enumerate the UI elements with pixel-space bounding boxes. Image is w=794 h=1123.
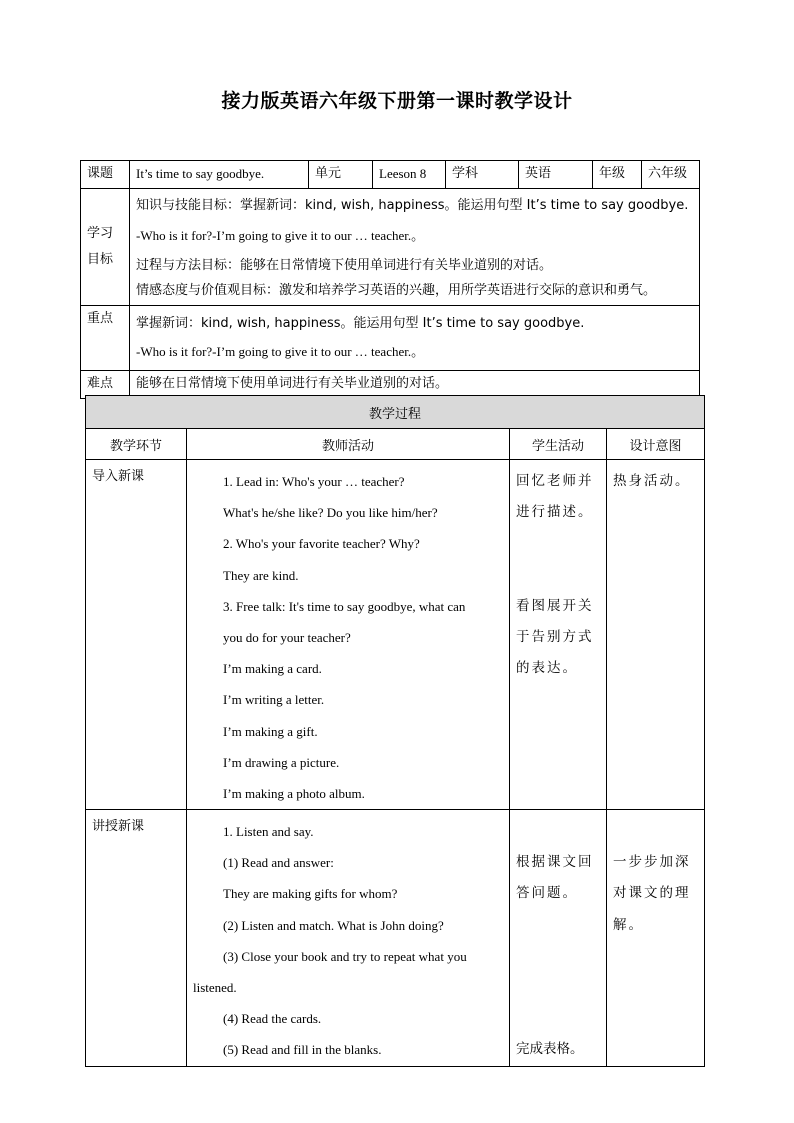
teacher-line: listened. xyxy=(193,980,237,995)
teacher-line: (4) Read the cards. xyxy=(223,1011,322,1027)
objectives-label xyxy=(81,189,130,306)
teacher-line: (5) Read and fill in the blanks. xyxy=(223,1042,382,1058)
intent-line: 对课文的理 xyxy=(613,885,691,902)
intent-line xyxy=(613,816,698,847)
objective-line: 过程与方法目标：能够在日常情境下使用单词进行有关毕业道别的对话。 xyxy=(136,258,553,273)
unit-label: 单元 xyxy=(309,161,373,189)
teacher-line: I’m writing a letter. xyxy=(223,692,325,708)
process-heading: 教学过程 xyxy=(86,396,705,429)
objective-line: 情感态度与价值观目标：激发和培养学习英语的兴趣，用所学英语进行交际的意识和勇气。 xyxy=(136,283,657,298)
intent-new-lesson xyxy=(607,810,705,1067)
objectives-label-line1: 学习 xyxy=(87,226,114,241)
teacher-line: 2. Who's your favorite teacher? Why? xyxy=(223,536,420,552)
topic-value: It’s time to say goodbye. xyxy=(130,161,309,189)
grade-label: 年级 xyxy=(593,161,642,189)
teacher-line: I’m making a photo album. xyxy=(223,785,365,801)
student-line: 完成表格。 xyxy=(516,1041,584,1058)
teacher-line: 1. Listen and say. xyxy=(223,824,314,840)
difficulty-label: 难点 xyxy=(81,371,130,399)
objective-line: 知识与技能目标：掌握新词：kind, wish, happiness。能运用句型 It’s time to say goodbye. xyxy=(136,198,689,213)
student-line: 根据课文回 xyxy=(516,854,594,871)
lesson-info-table xyxy=(80,160,700,399)
teacher-line: They are kind. xyxy=(223,567,299,583)
student-line xyxy=(516,528,600,559)
intent-intro xyxy=(607,460,705,810)
intent-line: 热身活动。 xyxy=(613,473,691,489)
keypoints-content xyxy=(130,306,700,371)
intent-line: 一步步加深 xyxy=(613,854,691,871)
student-line xyxy=(516,1003,600,1034)
student-activity-intro xyxy=(510,460,607,810)
teacher-line: What's he/she like? Do you like him/her? xyxy=(223,505,438,521)
student-line xyxy=(516,816,600,847)
student-line: 看图展开关 xyxy=(516,597,594,614)
col-stage-header: 教学环节 xyxy=(86,429,187,460)
col-student-header: 学生活动 xyxy=(510,429,607,460)
difficulty-content: 能够在日常情境下使用单词进行有关毕业道别的对话。 xyxy=(130,371,700,399)
document-title: 接力版英语六年级下册第一课时教学设计 xyxy=(221,90,573,112)
teacher-line: (3) Close your book and try to repeat what you xyxy=(223,948,467,964)
student-activity-new-lesson xyxy=(510,810,607,1067)
stage-new-lesson: 讲授新课 xyxy=(86,810,187,1067)
teacher-line: I’m drawing a picture. xyxy=(223,754,340,770)
student-line: 回忆老师并 xyxy=(516,473,594,489)
teacher-line: 3. Free talk: It's time to say goodbye, what can xyxy=(223,598,466,614)
col-intent-header: 设计意图 xyxy=(607,429,705,460)
keypoint-line: 掌握新词：kind, wish, happiness。能运用句型 It’s time to say goodbye. xyxy=(136,316,585,331)
keypoint-line: -Who is it for?-I’m going to give it to our … teacher.。 xyxy=(136,344,425,359)
student-line: 于告别方式 xyxy=(516,628,594,645)
teacher-activity-intro xyxy=(187,460,510,810)
teacher-line: 1. Lead in: Who's your … teacher? xyxy=(223,474,405,489)
stage-intro: 导入新课 xyxy=(86,460,187,810)
topic-label: 课题 xyxy=(81,161,130,189)
subject-label: 学科 xyxy=(446,161,519,189)
teacher-line: I’m making a gift. xyxy=(223,723,318,739)
student-line: 答问题。 xyxy=(516,885,578,902)
subject-value: 英语 xyxy=(519,161,593,189)
objectives-label-line2: 目标 xyxy=(87,252,114,267)
teacher-line: you do for your teacher? xyxy=(223,629,351,645)
student-line xyxy=(516,560,600,591)
student-line: 的表达。 xyxy=(516,660,578,677)
student-line xyxy=(516,941,600,972)
grade-value: 六年级 xyxy=(642,161,700,189)
teacher-line: I’m making a card. xyxy=(223,661,322,677)
student-line: 进行描述。 xyxy=(516,504,594,521)
teacher-line: They are making gifts for whom? xyxy=(223,886,398,902)
keypoints-label: 重点 xyxy=(81,306,130,371)
col-teacher-header: 教师活动 xyxy=(187,429,510,460)
objectives-content xyxy=(130,189,700,306)
intent-line: 解。 xyxy=(613,916,644,933)
teacher-line: (2) Listen and match. What is John doing? xyxy=(223,917,444,933)
objective-line: -Who is it for?-I’m going to give it to our … teacher.。 xyxy=(136,228,425,243)
unit-value: Leeson 8 xyxy=(373,161,446,189)
student-line xyxy=(516,972,600,1003)
student-line xyxy=(516,910,600,941)
teacher-line: (1) Read and answer: xyxy=(223,855,334,871)
teaching-process-table xyxy=(85,395,705,1067)
teacher-activity-new-lesson xyxy=(187,810,510,1067)
